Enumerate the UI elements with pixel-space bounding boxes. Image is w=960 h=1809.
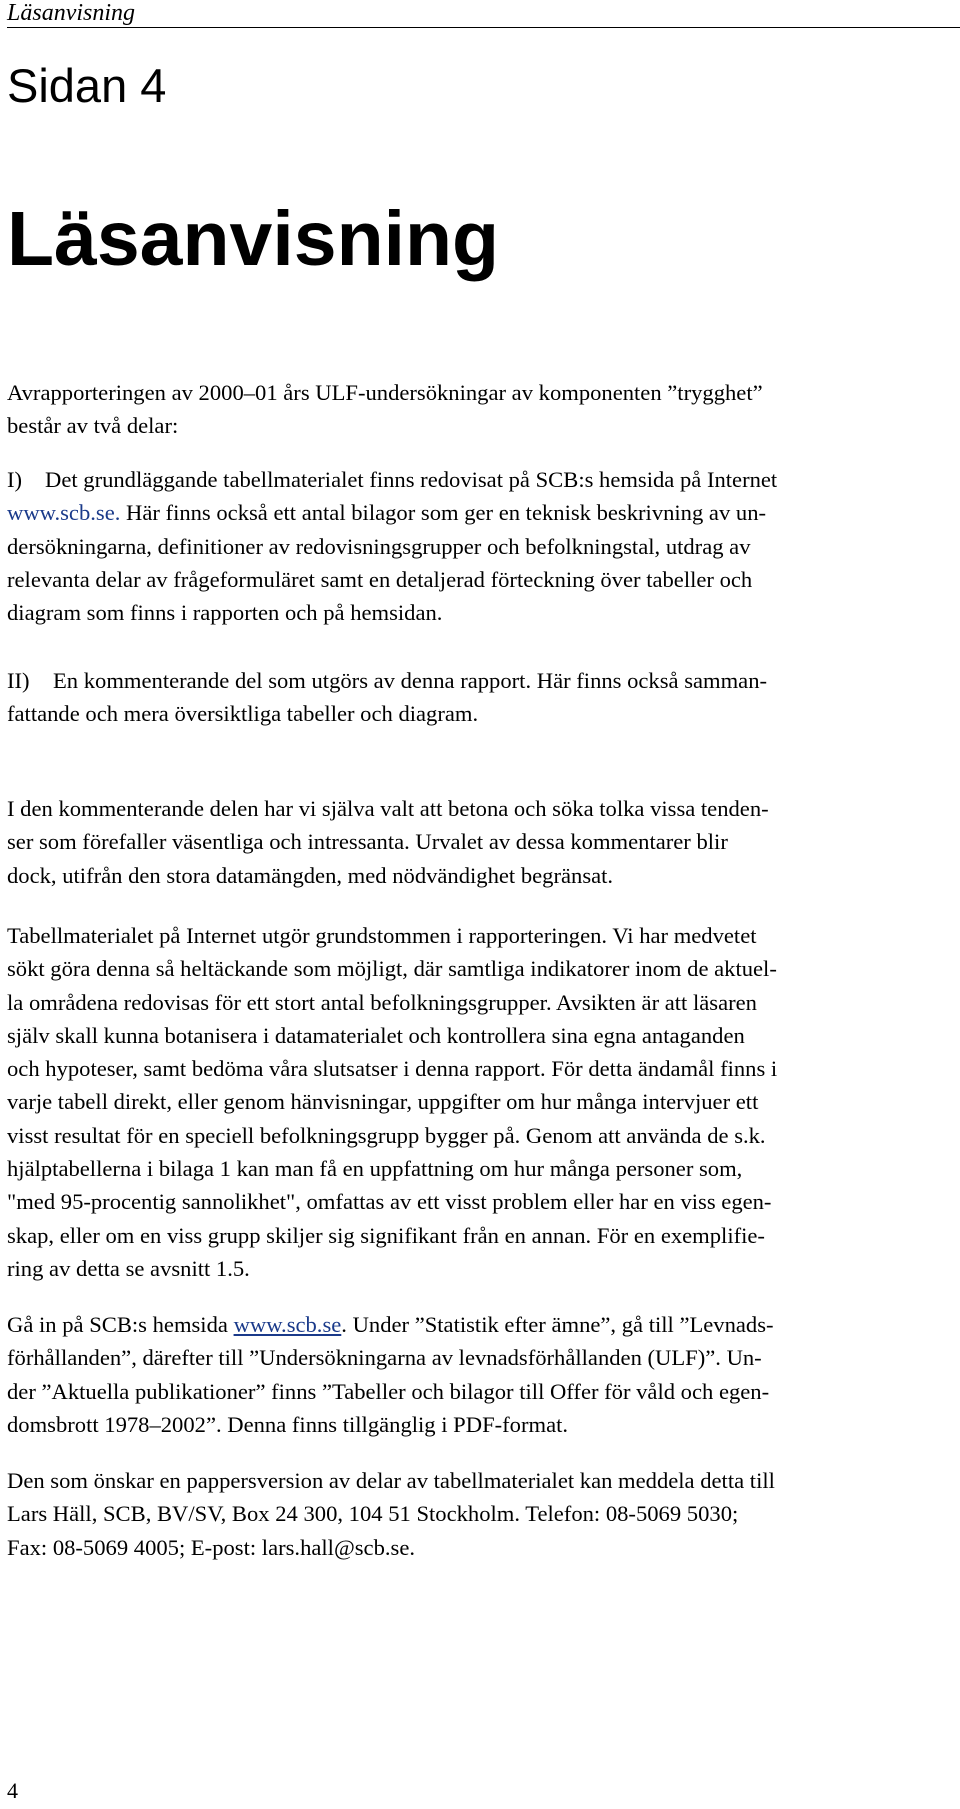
list-item-part-1 xyxy=(7,463,957,629)
text-span: Här finns också ett antal bilagor som ger en teknisk beskrivning av un- xyxy=(120,500,767,526)
text-line: la områdena redovisas för ett stort antal befolkningsgrupper. Avsikten är att läsaren xyxy=(7,989,757,1015)
text-line: sökt göra denna så heltäckande som möjligt, där samtliga indikatorer inom de aktuel- xyxy=(7,956,777,982)
text-line: skap, eller om en viss grupp skiljer sig signifikant från en annan. För en exemplifie- xyxy=(7,1222,765,1248)
intro-paragraph xyxy=(7,376,957,443)
page-number: 4 xyxy=(7,1778,18,1803)
text-line: diagram som finns i rapporten och på hemsidan. xyxy=(7,600,443,626)
text-span: . Under ”Statistik efter ämne”, gå till ”Levnads- xyxy=(341,1312,774,1337)
text-line xyxy=(7,1308,957,1341)
text-line: Fax: 08-5069 4005; E-post: lars.hall@scb.se. xyxy=(7,1534,415,1560)
text-line: förhållanden”, därefter till ”Undersökningarna av levnadsförhållanden (ULF)”. Un- xyxy=(7,1345,762,1371)
text-line xyxy=(7,664,957,697)
paragraph xyxy=(7,919,957,1285)
header-rule xyxy=(7,27,960,28)
text-line: ring av detta se avsnitt 1.5. xyxy=(7,1255,250,1281)
text-line: varje tabell direkt, eller genom hänvisningar, uppgifter om hur många intervjuer ett xyxy=(7,1089,759,1115)
text-line: Tabellmaterialet på Internet utgör grundstommen i rapporteringen. Vi har medvetet xyxy=(7,923,757,948)
text-line: relevanta delar av frågeformuläret samt en detaljerad förteckning över tabeller och xyxy=(7,566,753,592)
text-span: Det grundläggande tabellmaterialet finns redovisat på SCB:s hemsida på Internet xyxy=(45,467,778,492)
text-line: dersökningarna, definitioner av redovisningsgrupper och befolkningstal, utdrag av xyxy=(7,533,751,559)
text-line: fattande och mera översiktliga tabeller och diagram. xyxy=(7,701,479,727)
text-line: der ”Aktuella publikationer” finns ”Tabeller och bilagor till Offer för våld och egen- xyxy=(7,1378,770,1404)
scb-website-link[interactable]: www.scb.se xyxy=(233,1312,342,1337)
text-line: ser som förefaller väsentliga och intressanta. Urvalet av dessa kommentarer blir xyxy=(7,829,728,855)
text-line: dock, utifrån den stora datamängden, med nödvändighet begränsat. xyxy=(7,862,614,888)
text-line: Avrapporteringen av 2000–01 års ULF-undersökningar av komponenten ”trygghet” xyxy=(7,380,763,405)
text-span: Gå in på SCB:s hemsida xyxy=(7,1312,234,1337)
page-title: Läsanvisning xyxy=(7,196,500,282)
list-item-part-2 xyxy=(7,664,957,731)
page-label: Sidan 4 xyxy=(7,59,167,112)
text-line: I den kommenterande delen har vi själva valt att betona och söka tolka vissa tenden- xyxy=(7,796,769,821)
text-line xyxy=(7,496,957,529)
text-line: består av två delar: xyxy=(7,413,179,439)
running-header: Läsanvisning xyxy=(7,0,136,26)
text-line: domsbrott 1978–2002”. Denna finns tillgänglig i PDF-format. xyxy=(7,1411,569,1437)
text-line: visst resultat för en speciell befolkningsgrupp bygger på. Genom att använda de s.k. xyxy=(7,1122,766,1148)
text-line: och hypoteser, samt bedöma våra slutsatser i denna rapport. För detta ändamål finns i xyxy=(7,1056,778,1082)
text-span: En kommenterande del som utgörs av denna rapport. Här finns också samman- xyxy=(53,668,768,693)
paragraph xyxy=(7,792,957,892)
text-line: själv skall kunna botanisera i datamaterialet och kontrollera sina egna antaganden xyxy=(7,1022,745,1048)
text-line xyxy=(7,463,957,496)
list-label: II) xyxy=(7,668,30,693)
scb-website-link[interactable]: www.scb.se. xyxy=(7,500,121,526)
paragraph xyxy=(7,1464,957,1564)
text-line: Lars Häll, SCB, BV/SV, Box 24 300, 104 51 Stockholm. Telefon: 08-5069 5030; xyxy=(7,1501,739,1527)
text-line: "med 95-procentig sannolikhet", omfattas av ett visst problem eller har en viss egen- xyxy=(7,1189,772,1215)
paragraph xyxy=(7,1308,957,1441)
text-line: Den som önskar en pappersversion av delar av tabellmaterialet kan meddela detta till xyxy=(7,1468,775,1493)
text-line: hjälptabellerna i bilaga 1 kan man få en uppfattning om hur många personer som, xyxy=(7,1156,743,1182)
list-label: I) xyxy=(7,467,23,492)
